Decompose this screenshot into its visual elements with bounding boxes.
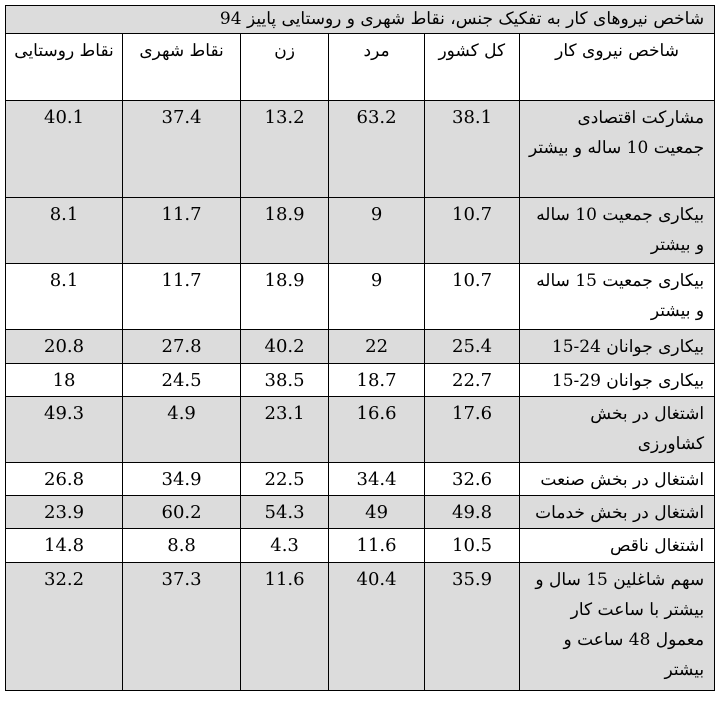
table-title-row xyxy=(6,6,715,34)
cell-male: 63.2 xyxy=(329,101,425,198)
cell-male: 34.4 xyxy=(329,463,425,496)
cell-rural: 14.8 xyxy=(6,529,123,563)
row-label: اشتغال در بخش کشاورزی xyxy=(520,397,715,463)
cell-rural: 32.2 xyxy=(6,563,123,691)
table-row xyxy=(6,198,715,264)
cell-rural: 8.1 xyxy=(6,198,123,264)
cell-rural: 23.9 xyxy=(6,496,123,529)
cell-male: 9 xyxy=(329,198,425,264)
cell-female: 13.2 xyxy=(241,101,329,198)
cell-urban: 60.2 xyxy=(123,496,241,529)
cell-male: 18.7 xyxy=(329,364,425,397)
cell-rural: 18 xyxy=(6,364,123,397)
table-row xyxy=(6,364,715,397)
table-row xyxy=(6,496,715,529)
cell-country: 32.6 xyxy=(425,463,520,496)
table-row xyxy=(6,101,715,198)
row-label: بیکاری جوانان 24-15 xyxy=(520,330,715,364)
cell-male: 49 xyxy=(329,496,425,529)
table-header-row xyxy=(6,34,715,101)
cell-urban: 24.5 xyxy=(123,364,241,397)
row-label: اشتغال در بخش خدمات xyxy=(520,496,715,529)
cell-rural: 8.1 xyxy=(6,264,123,330)
cell-country: 25.4 xyxy=(425,330,520,364)
row-label: اشتغال ناقص xyxy=(520,529,715,563)
cell-country: 17.6 xyxy=(425,397,520,463)
table-row xyxy=(6,330,715,364)
header-female: زن xyxy=(241,34,329,101)
cell-male: 9 xyxy=(329,264,425,330)
header-male: مرد xyxy=(329,34,425,101)
cell-female: 38.5 xyxy=(241,364,329,397)
cell-female: 4.3 xyxy=(241,529,329,563)
cell-female: 18.9 xyxy=(241,198,329,264)
labor-force-table xyxy=(5,5,715,691)
header-urban: نقاط شهری xyxy=(123,34,241,101)
labor-force-table-frame xyxy=(5,5,705,691)
row-label: بیکاری جوانان 29-15 xyxy=(520,364,715,397)
cell-country: 10.7 xyxy=(425,198,520,264)
table-row xyxy=(6,264,715,330)
cell-rural: 26.8 xyxy=(6,463,123,496)
cell-female: 40.2 xyxy=(241,330,329,364)
cell-urban: 37.3 xyxy=(123,563,241,691)
cell-urban: 8.8 xyxy=(123,529,241,563)
cell-urban: 34.9 xyxy=(123,463,241,496)
table-row xyxy=(6,463,715,496)
cell-male: 22 xyxy=(329,330,425,364)
cell-country: 10.7 xyxy=(425,264,520,330)
cell-urban: 27.8 xyxy=(123,330,241,364)
cell-country: 10.5 xyxy=(425,529,520,563)
cell-rural: 40.1 xyxy=(6,101,123,198)
cell-urban: 37.4 xyxy=(123,101,241,198)
cell-male: 11.6 xyxy=(329,529,425,563)
header-indicator: شاخص نیروی کار xyxy=(520,34,715,101)
row-label: بیکاری جمعیت 10 ساله و بیشتر xyxy=(520,198,715,264)
cell-rural: 49.3 xyxy=(6,397,123,463)
cell-male: 40.4 xyxy=(329,563,425,691)
cell-urban: 11.7 xyxy=(123,198,241,264)
cell-rural: 20.8 xyxy=(6,330,123,364)
cell-female: 11.6 xyxy=(241,563,329,691)
cell-female: 54.3 xyxy=(241,496,329,529)
cell-male: 16.6 xyxy=(329,397,425,463)
cell-female: 23.1 xyxy=(241,397,329,463)
table-row xyxy=(6,563,715,691)
table-row xyxy=(6,529,715,563)
cell-country: 22.7 xyxy=(425,364,520,397)
cell-country: 35.9 xyxy=(425,563,520,691)
cell-country: 38.1 xyxy=(425,101,520,198)
row-label: اشتغال در بخش صنعت xyxy=(520,463,715,496)
cell-female: 18.9 xyxy=(241,264,329,330)
table-title: شاخص نیروهای کار به تفکیک جنس، نقاط شهری و روستایی پاییز 94 xyxy=(6,6,715,34)
header-country: کل کشور xyxy=(425,34,520,101)
row-label: بیکاری جمعیت 15 ساله و بیشتر xyxy=(520,264,715,330)
row-label: سهم شاغلین 15 سال و بیشتر با ساعت کار معمول 48 ساعت و بیشتر xyxy=(520,563,715,691)
cell-urban: 4.9 xyxy=(123,397,241,463)
row-label: مشارکت اقتصادی جمعیت 10 ساله و بیشتر xyxy=(520,101,715,198)
header-rural: نقاط روستایی xyxy=(6,34,123,101)
cell-female: 22.5 xyxy=(241,463,329,496)
table-row xyxy=(6,397,715,463)
cell-country: 49.8 xyxy=(425,496,520,529)
cell-urban: 11.7 xyxy=(123,264,241,330)
